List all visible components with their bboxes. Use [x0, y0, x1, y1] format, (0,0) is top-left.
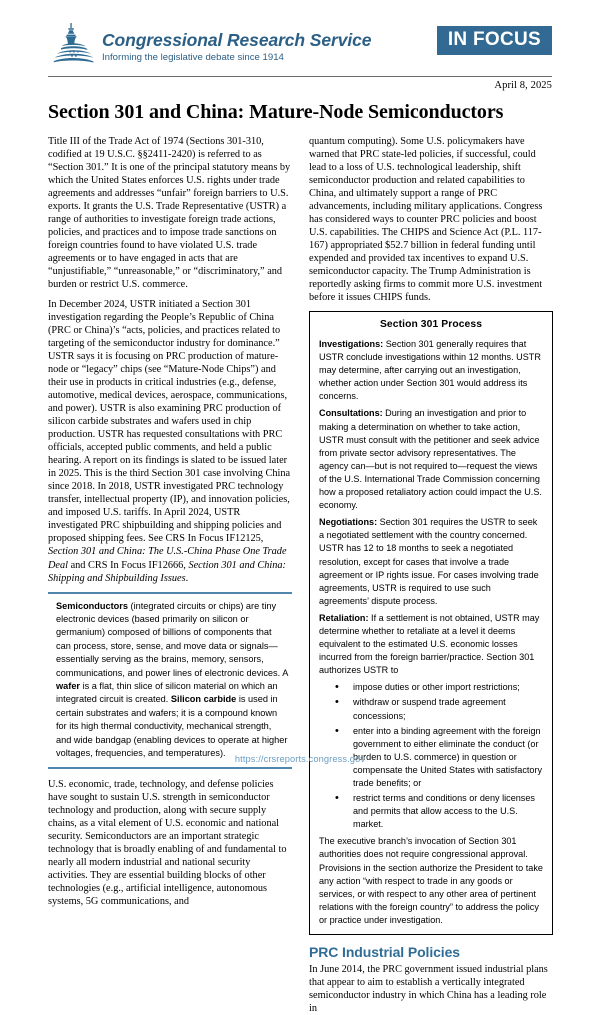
publication-date: April 8, 2025 — [494, 80, 552, 91]
in-focus-badge: IN FOCUS — [437, 26, 552, 55]
process-box-title: Section 301 Process — [379, 319, 483, 331]
definition-text-1: (integrated circuits or chips) are tiny electronic devices (based primarily on silicon or germanium) composed of billions of components that can process, store, sense, and move data or signals—essentially serving as the brains, memory, sensors, communications, and power lines of electronic devices. A — [56, 600, 288, 678]
definition-text-2: is a flat, thin slice of silicon material on which an integrated circuit is created. — [56, 681, 278, 705]
process-label-retaliation: Retaliation: — [319, 612, 369, 623]
definition-text-3: is used in certain substrates and wafers; it is a compound known for its high thermal conductivity, mechanical strength, and wide bandgap (enabling devices to operate at higher voltages, frequencies, and temperatures). — [56, 694, 288, 759]
footer-url[interactable]: https://crsreports.congress.gov — [234, 754, 366, 764]
para2-part-c: . — [185, 572, 189, 584]
paragraph-prc-industrial-plans: In June 2014, the PRC government issued industrial plans that appear to aim to establish a vertically integrated semiconductor industry in which China has a leading role in — [309, 964, 548, 1015]
definition-term-semiconductors: Semiconductors — [56, 600, 128, 611]
process-text-negotiations: Section 301 requires the USTR to seek a negotiated settlement with the country concerned. USTR has 12 to 18 months to seek a negotiated resolution, except for cases that involve a trade agreement or IP rights issue. For cases involving trade agreements, USTR is required to use such agreements’ dispute process. — [319, 517, 539, 606]
document-header — [48, 0, 552, 66]
process-text-investigations: Section 301 generally requires that USTR conclude investigations within 12 months. USTR may determine, after carrying out an investigation, whether action under Section 301 would address its concerns. — [319, 339, 541, 402]
crs-reference-if12125: Section 301 and China: The U.S.-China Phase One Trade Deal — [48, 546, 287, 571]
capitol-dome-icon — [48, 22, 96, 66]
definition-term-wafer: wafer — [56, 681, 81, 692]
para2-part-a: In December 2024, USTR initiated a Section 301 investigation regarding the People’s Republic of China (PRC or China)’s “acts, policies, and practices related to targeting of the semiconductor industry for dominance.” USTR says it is focusing on PRC production of mature-node or “legacy” chips (see “Mature-Node Chips”) and their use in products in critical industries (e.g., defense, automotive, medical devices, aerospace, communications, and power). USTR is also examining PRC production of silicon carbide substrates and wafers used in chip production. USTR has requested consultations with PRC officials, accepted public comments, and held a public hearing. A report on its findings is slated to be issued later in 2025. This is the third Section 301 case involving China since 2018. In 2018, USTR investigated PRC technology transfer, intellectual property (IP), and innovation policies, and imposed U.S. tariffs. In April 2024, USTR investigated PRC shipbuilding and shipping policies and proposed shipping fees. See CRS In Focus IF12125, — [48, 299, 291, 545]
crs-org-name: Congressional Research Service — [102, 30, 372, 51]
list-item: • impose duties or other import restrictions; — [335, 681, 543, 694]
process-item-retaliation — [319, 612, 543, 677]
header-divider — [48, 76, 552, 77]
process-label-investigations: Investigations: — [319, 339, 384, 350]
two-column-body — [48, 135, 552, 1015]
left-column — [48, 135, 292, 908]
paragraph-section-301-overview: Title III of the Trade Act of 1974 (Sections 301-310, codified at 19 U.S.C. §§2411-2420) is referred to as “Section 301.” It is one of the principal statutory means by which the United States enforces U.S. rights under trade agreements and addresses “unfair” foreign barriers to U.S. exports. It grants the U.S. Trade Representative (USTR) a range of authorities to investigate foreign trade actions, policies, and practices and to impose trade sanctions on foreign countries found to have violated U.S. trade agreements or to have engaged in acts that are “unjustifiable,” “unreasonable,” or “discriminatory,” and burden or restrict U.S. commerce. — [48, 136, 291, 291]
semiconductors-definition-box — [48, 592, 292, 769]
process-item-investigations — [319, 338, 543, 403]
list-item: • withdraw or suspend trade agreement concessions; — [335, 696, 543, 722]
page-title: Section 301 and China: Mature-Node Semiconductors — [48, 101, 504, 123]
definition-term-silicon-carbide: Silicon carbide — [170, 694, 237, 705]
para2-part-b: and CRS In Focus IF12666, — [68, 559, 189, 571]
crs-logo — [48, 22, 371, 66]
crs-reference-if12666: Section 301 and China: Shipping and Shipbuilding Issues — [48, 559, 286, 584]
process-text-retaliation: If a settlement is not obtained, USTR may determine whether to retaliate at a level it deems equivalent to the estimated U.S. economic losses incurred from the foreign barrier/practice. Section 301 authorizes USTR to — [319, 612, 540, 676]
paragraph-us-policy: U.S. economic, trade, technology, and defense policies have sought to sustain U.S. strength in semiconductor technology and production, along with secure supply chains, as a vital element of U.S. economic and national security. Semiconductors are an important strategic technology that is broadly enabling of and fundamental to nearly all modern industrial and national security activities. They are essential building blocks of other technologies (e.g., artificial intelligence, autonomous systems, 5G communications, and — [48, 778, 287, 907]
process-item-negotiations — [319, 516, 543, 608]
section-301-process-box — [309, 311, 553, 935]
crs-tagline: Informing the legislative debate since 1914 — [102, 51, 284, 63]
process-label-consultations: Consultations: — [319, 408, 383, 419]
process-text-consultations: During an investigation and prior to making a determination on whether to take action, USTR must consult with the petitioner and seek advice from private sector advisory representatives. The agency can—but is not required to—request the views of the U.S. International Trade Commission concerning how a proposed retaliatory action could impact the U.S. economy. — [319, 408, 542, 511]
crs-wordmark — [102, 31, 371, 66]
list-item: • restrict terms and conditions or deny licenses and permits that allow access to the U.S. market. — [335, 792, 543, 831]
list-item: • enter into a binding agreement with the foreign government to either eliminate the conduct (or burden to U.S. commerce) in question or compensate the United States with satisfactory trade benefits; or — [335, 725, 543, 790]
process-label-negotiations: Negotiations: — [319, 517, 378, 528]
section-heading-prc-industrial-policies: PRC Industrial Policies — [309, 944, 460, 961]
process-closing-paragraph: The executive branch’s invocation of Section 301 authorities does not require congressional approval. Provisions in the section authorize the President to take any action “with respect to trade in any goods or services, or with respect to any other area of pertinent relations with the foreign country” to address the policy or practice under investigation. — [319, 836, 543, 925]
paragraph-policymaker-concerns: quantum computing). Some U.S. policymakers have warned that PRC state-led policies, if successful, could lead to a loss of U.S. technological leadership, shift semiconductor production and related capabilities to China, and ultimately support a range of PRC advancements, including military applications. Congress has considered ways to counter PRC policies and boost U.S. capabilities. The CHIPS and Science Act (P.L. 117-167) appropriated $52.7 billion in federal funding until expended and provided tax incentives to expand U.S. semiconductor capacity. The Trump Administration is reportedly asking firms to commit more U.S. investment before it issues CHIPS funds. — [309, 136, 543, 304]
paragraph-investigation-background — [48, 298, 292, 584]
process-item-consultations — [319, 407, 543, 512]
right-column — [309, 135, 553, 1015]
